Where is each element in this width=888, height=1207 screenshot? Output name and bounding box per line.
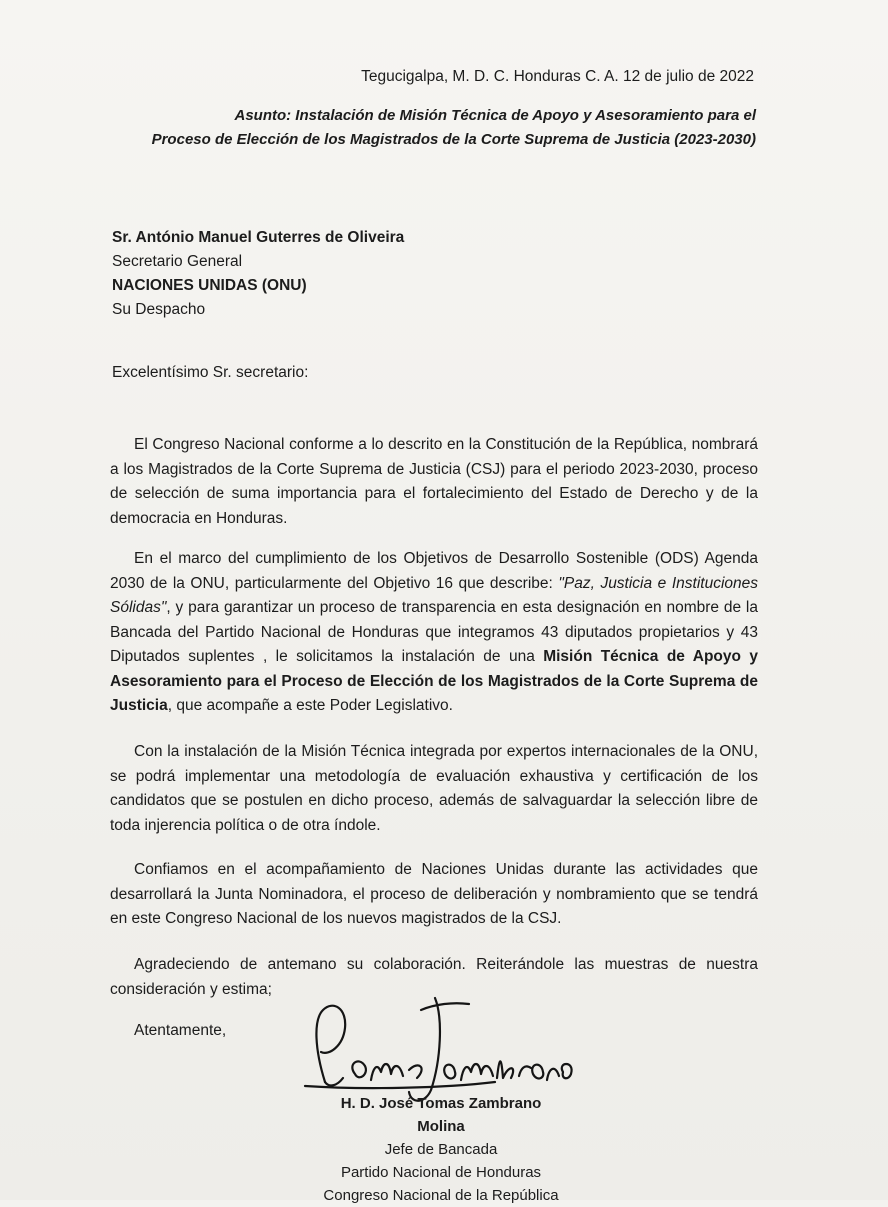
paragraph-2-quote: "Paz, Justicia e Instituciones Sólidas" bbox=[110, 574, 758, 616]
signer-role: Jefe de Bancada bbox=[384, 1141, 498, 1158]
addressee-organization: NACIONES UNIDAS (ONU) bbox=[112, 277, 307, 294]
signer-institution: Congreso Nacional de la República bbox=[323, 1187, 559, 1204]
addressee-office: Su Despacho bbox=[112, 301, 206, 318]
subject-block bbox=[152, 104, 756, 152]
subject-line-1: Asunto: Instalación de Misión Técnica de Apoyo y Asesoramiento para el bbox=[234, 107, 756, 124]
salutation: Excelentísimo Sr. secretario: bbox=[112, 364, 309, 381]
paragraph-2-end: , que acompañe a este Poder Legislativo. bbox=[167, 697, 453, 714]
paragraph-4: Confiamos en el acompañamiento de Naciones Unidas durante las actividades que desarrollará la Junta Nominadora, el proceso de deliberación y nombramiento que se tendrá en este Congreso Nacional de los nuevos magistrados de la CSJ. bbox=[110, 861, 758, 927]
paragraph-2-bold: Misión Técnica de Apoyo y Asesoramiento para el Proceso de Elección de los Magistrados de la Corte Suprema de Justicia bbox=[110, 648, 758, 714]
dateline: Tegucigalpa, M. D. C. Honduras C. A. 12 de julio de 2022 bbox=[361, 68, 754, 85]
signer-party: Partido Nacional de Honduras bbox=[340, 1164, 542, 1181]
addressee-name: Sr. António Manuel Guterres de Oliveira bbox=[112, 229, 405, 246]
paragraph-3: Con la instalación de la Misión Técnica integrada por expertos internacionales de la ONU, se podrá implementar una metodología de evaluación exhaustiva y certificación de los candidatos que se postulen en dicho proceso, además de salvaguardar la selección libre de toda injerencia política o de otra índole. bbox=[110, 743, 758, 834]
signer-block bbox=[316, 1092, 566, 1207]
subject-line-2: Proceso de Elección de los Magistrados de la Corte Suprema de Justicia (2023-2030) bbox=[151, 131, 756, 148]
addressee-title: Secretario General bbox=[112, 253, 243, 270]
addressee-block bbox=[112, 226, 404, 322]
signer-name: H. D. José Tomas Zambrano Molina bbox=[340, 1095, 542, 1135]
closing: Atentamente, bbox=[134, 1022, 227, 1039]
paragraph-2-intro: En el marco del cumplimiento de los Objetivos de Desarrollo Sostenible (ODS) Agenda 2030 de la ONU, particularmente del Objetivo 16 que describe: bbox=[110, 550, 758, 592]
paragraph-2-middle: , y para garantizar un proceso de transparencia en esta designación en nombre de la Bancada del Partido Nacional de Honduras que integramos 43 diputados propietarios y 43 Diputados suplentes , le solicitamos la instalación de una bbox=[110, 599, 758, 665]
paragraph-1: El Congreso Nacional conforme a lo descrito en la Constitución de la República, nombrará a los Magistrados de la Corte Suprema de Justicia (CSJ) para el periodo 2023-2030, proceso de selección de suma importancia para el fortalecimiento del Estado de Derecho y de la democracia en Honduras. bbox=[110, 436, 758, 527]
paragraph-5: Agradeciendo de antemano su colaboración. Reiterándole las muestras de nuestra consideración y estima; bbox=[110, 956, 758, 998]
paragraph-2 bbox=[110, 547, 758, 719]
